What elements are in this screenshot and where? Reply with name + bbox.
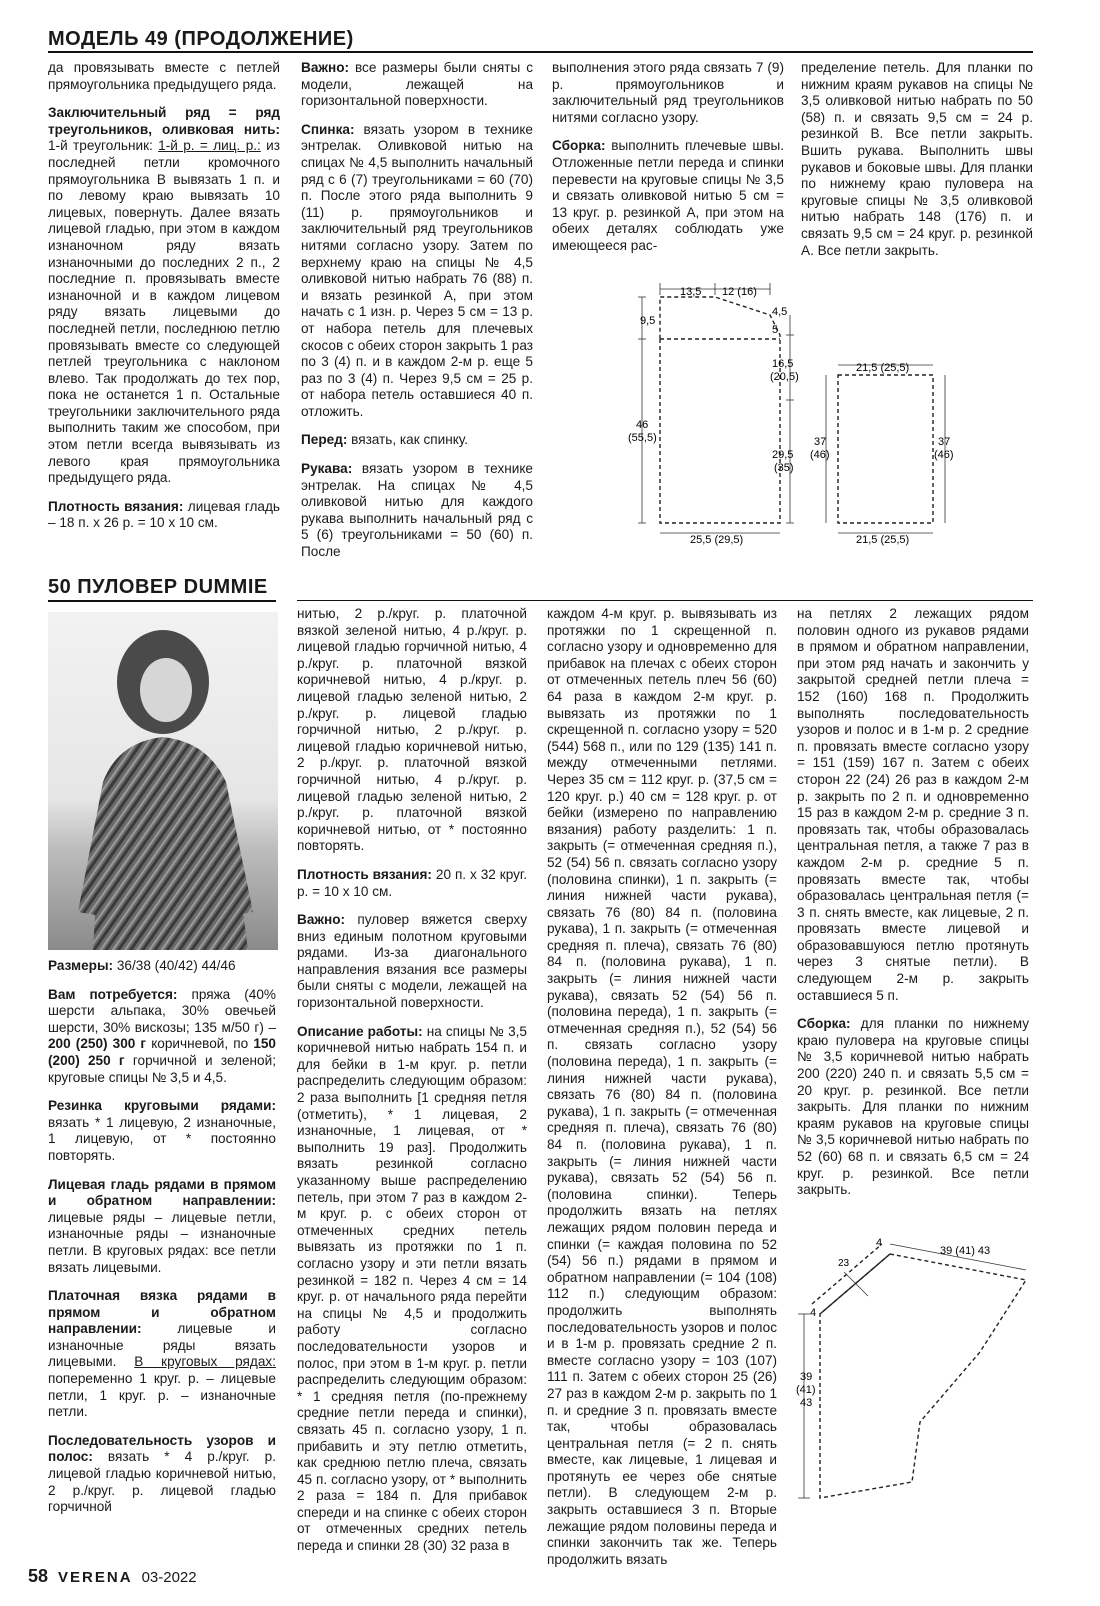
paragraph	[48, 1433, 276, 1516]
section-title-pullover-50: 50 ПУЛОВЕР DUMMIE	[48, 576, 268, 598]
text: 20 п. х 32 круг. р. = 10 х 10 см.	[297, 866, 527, 899]
text: для планки по нижнему краю пуловера на круговые спицы № 3,5 коричневой нитью набрать 200 (220) 240 п. и связать 5,5 см = 20 круг. р. резинкой. Все петли закрыть. Для планки по нижним краям рукавов на круговые спицы № 3,5 коричневой нитью набрать по 52 (60) 68 п. и связать 6,5 см = 24 круг. р. резинкой. Все петли закрыть.	[797, 1016, 1029, 1198]
dim-label: 4	[810, 1307, 817, 1319]
text: лицевые и изнаночные ряды вязать лицевыми.	[48, 1321, 276, 1370]
sleeve-outline	[838, 375, 933, 523]
heading: Описание работы:	[297, 1023, 423, 1039]
bold-text: 150 (200) 250 г	[48, 1036, 276, 1068]
s2-column-2	[297, 606, 527, 1567]
dim-label: 43	[800, 1397, 813, 1409]
page-number: 58	[28, 1566, 49, 1586]
pullover-outline	[820, 1254, 1026, 1498]
dim-label: (46)	[934, 449, 954, 461]
text: попеременно 1 круг. р. – лицевые петли, 1 круг. р. – изнаночные петли.	[48, 1371, 276, 1420]
paragraph	[48, 958, 276, 975]
heading: Лицевая гладь рядами в прямом и обратном направлении:	[48, 1176, 276, 1209]
section-rule	[48, 600, 276, 602]
s2-column-4	[797, 606, 1029, 1211]
band-line	[812, 1244, 882, 1304]
section-title-model-49: МОДЕЛЬ 49 (ПРОДОЛЖЕНИЕ)	[48, 28, 354, 50]
dim-label: 39 (41) 43	[940, 1245, 991, 1257]
dim-label: 29,5	[772, 449, 794, 461]
text: вязать * 1 лицевую, 2 изнаночные, 1 лицевую, от * постоянно повторять.	[48, 1114, 276, 1163]
text: вязать узором в технике энтрелак. На спицах № 4,5 оливковой нитью для каждого рукава выполнить начальный ряд с 5 (6) треугольниками = 50 (60) п. После	[301, 461, 533, 560]
heading: Рукава:	[301, 461, 353, 477]
heading: Перед:	[301, 432, 348, 448]
paragraph	[297, 1024, 527, 1555]
dim-label: (46)	[810, 449, 830, 461]
paragraph	[301, 122, 533, 421]
s1-column-1	[48, 60, 280, 544]
text: пряжа (40% шерсти альпака, 30% овечьей шерсти, 30% вискозы; 135 м/50 г) –	[48, 986, 276, 1035]
section-rule	[48, 51, 1033, 53]
s1-column-3	[552, 60, 784, 267]
underlined-text: 1-й р. = лиц. р.:	[158, 138, 261, 154]
heading: Платочная вязка рядами в прямом и обратном направлении:	[48, 1288, 276, 1337]
dim-label: (20,5)	[770, 371, 799, 383]
model-photo-illustration	[48, 612, 278, 950]
text: вязать * 4 р./круг. р. лицевой гладью коричневой нитью, 2 р./круг. р. лицевой гладью горчичной	[48, 1449, 276, 1515]
dim-label: 4	[876, 1237, 883, 1249]
paragraph	[48, 105, 280, 487]
pullover-schematic	[790, 1232, 1040, 1522]
heading: Резинка круговыми рядами:	[48, 1098, 276, 1114]
heading: Спинка:	[301, 121, 355, 137]
text: из последней петли кромочного прямоугольника В вывязать 1 п. и по левому краю вывязать 10 лицевых, повернуть. Далее вязать лицевой гладью, при этом в каждом изнаночном ряду вязать изнаночными до последних 2 п., 2 последние п. провязывать вместе изнаночной и в каждом лицевом ряду вязать лицевыми до последней петли, последнюю петлю провязывать вместе со следующей петлей треугольника с наклоном влево. Так продолжать до тех пор, пока не останется 1 п. Остальные треугольники заключительного ряда выполнить таким же способом, при этом петли всегда вывязывать из левого края прямоугольника предыдущего ряда.	[48, 138, 281, 486]
heading: Заключительный ряд = ряд треугольников, оливковая нить:	[48, 105, 280, 137]
paragraph: каждом 4-м круг. р. вывязывать из протяжки по 1 скрещенной п. согласно узору и одновременно для прибавок на плечах с обеих сторон от отмеченных петель плеч 56 (60) 64 раза в каждом 2-м круг. р. вывязать из протяжки по 1 скрещенной п. согласно узору = 520 (544) 568 п., или по 129 (135) 141 п. между отмеченными петлями. Через 35 см = 112 круг. р. (37,5 см = 120 круг. р.) 40 см = 128 круг. р. от бейки (измерено по направлению вязания) работу разделить: 1 п. закрыть (= отмеченная средняя п.), 52 (54) 56 п. связать согласно узору (половина спинки), 1 п. закрыть (= линия нижней части рукава), связать 76 (80) 84 п. (половина рукава), 1 п. закрыть (= отмеченная средняя п. плеча), связать 76 (80) 84 п. (половина рукава), 1 п. закрыть (= линия нижней части рукава), связать 52 (54) 56 п. (половина переда), 1 п. закрыть (= отмеченная средняя п.), 52 (54) 56 п. связать согласно узору (половина переда), 1 п. закрыть (= линия нижней части рукава), связать 76 (80) 84 п. (половина рукава), 1 п. закрыть (= отмеченная средняя п. плеча), связать 76 (80) 84 п. (половина рукава), 1 п. закрыть (= линия нижней части рукава), связать 52 (54) 56 п. (половина спинки). Теперь продолжить вязать на петлях лежащих рядом половин переда и спинки (= каждая половина по 52 (54) 56 п.) рядами в прямом и обратном направлении (= 104 (108) 112 п.) следующим образом: продолжить выполнять последовательность узоров и полос и в 1-м р. провязать средние 2 п. вместе согласно узору = 103 (107) 111 п. Затем с обеих сторон 25 (26) 27 раз в каждом 2-м р. закрыть по 1 п. и средние 3 п. провязать вместе так, чтобы образовалась центральная петля (= 2 п. снять вместе, как лицевые, 1 лицевая и протянуть ее через обе снятые петли). В следующем 2-м р. закрыть оставшиеся 3 п. Вторые лежащие рядом половины переда и спинки закончить так же. Теперь продолжить вязать	[547, 606, 777, 1567]
section-rule	[297, 600, 1033, 601]
dim-label: 37	[814, 436, 827, 448]
neck-line	[820, 1254, 890, 1314]
dim-label: 23	[838, 1258, 850, 1269]
dim-label: 25,5 (29,5)	[690, 534, 744, 546]
paragraph	[48, 1288, 276, 1421]
sleeve-schematic	[808, 355, 968, 550]
text: выполнить плечевые швы. Отложенные петли переда и спинки перевести на круговые спицы № 3,5 и связать оливковой нитью 5 см = 13 круг. р. резинкой А, при этом на обеих деталях соблюдать уже имеющееся рас-	[552, 138, 784, 253]
text: 1-й треугольник:	[48, 138, 159, 154]
text: 36/38 (40/42) 44/46	[113, 958, 236, 973]
text: на спицы № 3,5 коричневой нитью набрать 154 п. и для бейки в 1-м круг. р. петли распределить следующим образом: 2 раза выполнить [1 средняя петля (отметить), * 1 лицевая, 2 изнаночные, 1 лицевая, от * выполнить 19 раз]. Продолжить вязать резинкой согласно указанному выше распределению петель, при этом 7 раз в каждом 2-м круг. р. с обеих сторон от отмеченных средних петель вывязать из протяжки по 1 п. согласно узору и эти петли вязать резинкой = 182 п. Через 4 см = 14 круг. р. от начального ряда перейти на спицы № 4,5 и продолжить работу согласно последовательности узоров и полос, при этом в 1-м круг. р. петли распределить следующим образом: * 1 средняя петля (по-прежнему средние петли переда и спинки), связать 45 п. согласно узору, 1 п. прибавить и эту петлю отметить, как среднюю петлю плеча, связать 45 п. согласно узору, от * выполнить 2 раза = 184 п. Для прибавок спереди и на спинке с обеих сторон от отмеченных средних петель переда и спинки 28 (30) 32 раза в	[297, 1023, 527, 1554]
heading: Сборка:	[552, 138, 606, 154]
paragraph	[48, 1177, 276, 1277]
heading: Последовательность узоров и полос:	[48, 1432, 276, 1465]
dim-label: 16,5	[772, 358, 794, 370]
paragraph: да провязывать вместе с петлей прямоугольника предыдущего ряда.	[48, 60, 280, 92]
text: лицевая гладь – 18 п. х 26 р. = 10 х 10 см.	[48, 498, 281, 531]
issue-number: 03-2022	[141, 1569, 197, 1586]
dim-label: 21,5 (25,5)	[856, 362, 910, 374]
text: лицевые ряды – лицевые петли, изнаночные ряды – изнаночные петли. В круговых рядах: все петли вязать лицевыми.	[48, 1209, 276, 1275]
dim-label: 21,5 (25,5)	[856, 534, 910, 546]
model-photo	[48, 612, 278, 950]
heading: Сборка:	[797, 1016, 851, 1032]
paragraph	[552, 138, 784, 254]
paragraph	[301, 461, 533, 561]
heading: Важно:	[297, 912, 346, 928]
paragraph: выполнения этого ряда связать 7 (9) р. прямоугольников и заключительный ряд треугольников нитями согласно узору.	[552, 60, 784, 125]
paragraph	[48, 987, 276, 1087]
dim-label: 13,5	[680, 286, 702, 298]
dim-label: 46	[636, 419, 649, 431]
dim-label: (55,5)	[628, 432, 657, 444]
paragraph	[297, 867, 527, 900]
dim-label: 9,5	[640, 315, 656, 327]
dim-label: 4,5	[772, 306, 788, 318]
s1-column-2	[301, 60, 533, 573]
heading: Важно:	[301, 60, 350, 75]
text: вязать, как спинку.	[347, 432, 469, 448]
dim-label: (35)	[774, 462, 794, 474]
dim-label: 39	[800, 1371, 813, 1383]
paragraph	[48, 1098, 276, 1164]
paragraph	[301, 432, 533, 449]
paragraph: нитью, 2 р./круг. р. платочной вязкой зеленой нитью, 4 р./круг. р. лицевой гладью горчичной нитью, 4 р./круг. р. платочной вязкой коричневой нитью, 4 р./круг. р. лицевой гладью зеленой нитью, 2 р./круг. р. лицевой гладью горчичной нитью, 2 р./круг. р. лицевой гладью коричневой нитью, 2 р./круг. р. платочной вязкой горчичной нитью, 4 р./круг. р. лицевой гладью зеленой нитью, 2 р./круг. р. платочной вязкой коричневой нитью, от * постоянно повторять.	[297, 606, 527, 854]
underlined-text: В круговых рядах:	[134, 1354, 276, 1370]
text: горчичной и зеленой; круговые спицы № 3,5 и 4,5.	[48, 1052, 276, 1085]
bold-text: 200 (250) 300 г	[48, 1036, 147, 1052]
magazine-brand: VERENA	[58, 1569, 133, 1586]
s2-column-3	[547, 606, 777, 1580]
dim-label: 37	[938, 436, 951, 448]
paragraph	[797, 1016, 1029, 1199]
text: коричневой, по	[146, 1036, 254, 1052]
heading: Плотность вязания:	[297, 866, 432, 882]
heading: Плотность вязания:	[48, 498, 184, 514]
paragraph	[301, 60, 533, 110]
paragraph: пределение петель. Для планки по нижним краям рукавов на спицы № 3,5 оливковой нитью набрать по 50 (58) п. и связать 9,5 см = 24 р. резинкой В. Все петли закрыть. Вшить рукава. Выполнить швы рукавов и боковые швы. Для планки по нижнему краю пуловера на круговые спицы № 3,5 оливковой нитью набрать 148 (176) п. и связать 9,5 см = 24 круг. р. резинкой А. Все петли закрыть.	[801, 60, 1033, 258]
heading: Размеры:	[48, 958, 114, 973]
dim-label: 5	[772, 324, 779, 336]
paragraph	[297, 912, 527, 1012]
paragraph	[48, 499, 280, 532]
s2-column-1	[48, 958, 276, 1528]
body-schematic	[620, 275, 800, 550]
heading: Вам потребуется:	[48, 986, 178, 1002]
page-footer	[28, 1566, 197, 1587]
text: пуловер вяжется сверху вниз единым полотном круговыми рядами. Из-за диагонального направления вязания все размеры были сняты с модели, лежащей на горизонтальной поверхности.	[297, 912, 527, 1011]
text: вязать узором в технике энтрелак. Оливковой нитью на спицах № 4,5 выполнить начальный ряд с 6 (7) треугольниками = 60 (70) п. После этого ряда выполнить 9 (11) р. прямоугольников и заключительный ряд треугольников нитями согласно узору. Затем по верхнему краю на спицы № 4,5 оливковой нитью набрать 76 (88) п. и вязать резинкой А, при этом начать с 1 изн. р. Через 5 см = 13 р. от набора петель для плечевых скосов с обеих сторон закрыть 1 раз по 3 (4) п. и в каждом 2-м р. еще 5 раз по 3 (4) п. Через 9,5 см = 25 р. от набора петель оставшиеся 40 п. отложить.	[301, 121, 533, 419]
s1-column-4	[801, 60, 1033, 271]
dim-label: 12 (16)	[722, 286, 757, 298]
body-outline	[660, 297, 780, 523]
dim-label: (41)	[796, 1384, 816, 1396]
text: все размеры были сняты с модели, лежащей на горизонтальной поверхности.	[301, 60, 533, 109]
paragraph: на петлях 2 лежащих рядом половин одного из рукавов рядами в прямом и обратном направлении, при этом ряд начать и закончить у закрытой средней петли плеча = 152 (160) 168 п. Продолжить выполнять последовательность узоров и полос и в 1-м р. 2 средние п. провязать вместе согласно узору = 151 (159) 167 п. Затем с обеих сторон 22 (24) 26 раз в каждом 2-м р. закрыть по 2 п. и одновременно 15 раз в каждом 2-м р. средние 3 п. провязать так, чтобы образовалась центральная петля, а также 7 раз в каждом 2-м р. средние 5 п. провязать вместе так, чтобы образовалась центральная петля (= 3 п. снять вместе, как лицевые, 2 п. провязать вместе лицевой и образовавшуюся петлю протянуть через 3 снятые петли). В следующем 2-м р. закрыть оставшиеся 5 п.	[797, 606, 1029, 1003]
